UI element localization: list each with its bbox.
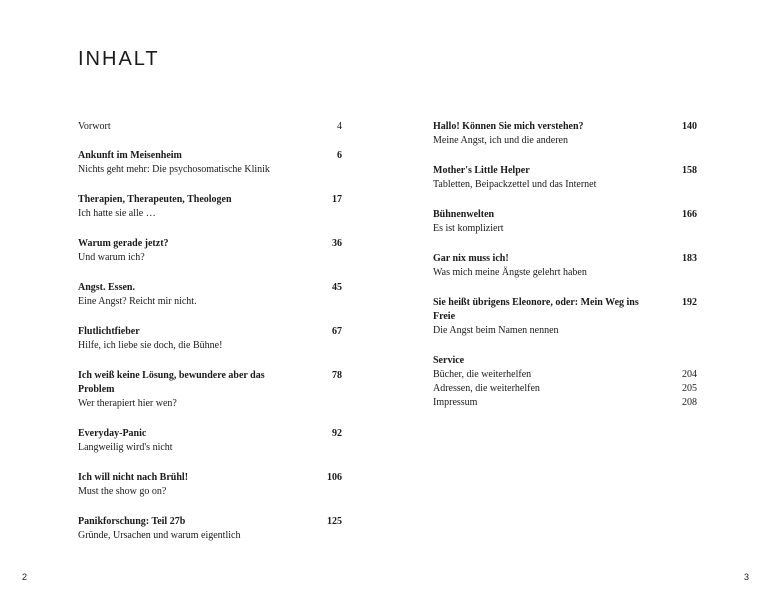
- toc-heading: Angst. Essen.: [78, 282, 135, 293]
- toc-subtitle: Was mich meine Ängste gelehrt haben: [433, 267, 587, 278]
- toc-page-number: 106: [327, 472, 342, 483]
- toc-subtitle: Must the show go on?: [78, 486, 167, 497]
- toc-page-number: 92: [332, 428, 342, 439]
- toc-entry: [433, 296, 697, 338]
- toc-entry: [78, 427, 342, 455]
- toc-page-number: 208: [682, 397, 697, 408]
- list-item: [433, 396, 697, 410]
- toc-entry: [433, 208, 697, 236]
- toc-page-number: 125: [327, 516, 342, 527]
- toc-heading: Gar nix muss ich!: [433, 253, 509, 264]
- toc-heading: Sie heißt übrigens Eleonore, oder: Mein Weg ins Freie: [433, 297, 639, 322]
- toc-page-number: 140: [682, 121, 697, 132]
- toc-heading: Ich weiß keine Lösung, bewundere aber das Problem: [78, 370, 265, 395]
- toc-entry: [78, 515, 342, 543]
- toc-subtitle: Es ist kompliziert: [433, 223, 504, 234]
- toc-entry: [433, 252, 697, 280]
- toc-page-number: 204: [682, 369, 697, 380]
- toc-heading: Panikforschung: Teil 27b: [78, 516, 186, 527]
- toc-entry: [78, 237, 342, 265]
- toc-page-number: 78: [332, 370, 342, 381]
- toc-heading: Bühnenwelten: [433, 209, 495, 220]
- toc-entry: [433, 120, 697, 148]
- toc-heading: Flutlichtfieber: [78, 326, 140, 337]
- toc-entry: [433, 164, 697, 192]
- toc-heading: Warum gerade jetzt?: [78, 238, 169, 249]
- toc-subtitle: Eine Angst? Reicht mir nicht.: [78, 296, 197, 307]
- toc-subtitle: Und warum ich?: [78, 252, 145, 263]
- toc-subtitle: Langweilig wird's nicht: [78, 442, 173, 453]
- list-item: [433, 368, 697, 382]
- toc-page-number: 192: [682, 297, 697, 308]
- toc-entry: [78, 193, 342, 221]
- toc-page-number: 205: [682, 383, 697, 394]
- toc-heading: Therapien, Therapeuten, Theologen: [78, 194, 232, 205]
- toc-heading: Vorwort: [78, 121, 111, 132]
- toc-subtitle: Hilfe, ich liebe sie doch, die Bühne!: [78, 340, 223, 351]
- page-number-right: 3: [744, 572, 750, 582]
- toc-subtitle: Nichts geht mehr: Die psychosomatische Klinik: [78, 164, 270, 175]
- service-list: [433, 368, 697, 410]
- toc-heading: Ankunft im Meisenheim: [78, 150, 182, 161]
- toc-page-number: 67: [332, 326, 342, 337]
- toc-subtitle: Meine Angst, ich und die anderen: [433, 135, 568, 146]
- toc-service-section: [433, 354, 697, 410]
- toc-entry: [78, 325, 342, 353]
- toc-entry: [78, 120, 342, 134]
- toc-page-number: 183: [682, 253, 697, 264]
- service-item-label: Adressen, die weiterhelfen: [433, 383, 540, 394]
- toc-heading: Hallo! Können Sie mich verstehen?: [433, 121, 584, 132]
- toc-entry: [78, 369, 342, 411]
- toc-subtitle: Tabletten, Beipackzettel und das Internet: [433, 179, 597, 190]
- toc-subtitle: Gründe, Ursachen und warum eigentlich: [78, 530, 241, 541]
- toc-heading: Ich will nicht nach Brühl!: [78, 472, 189, 483]
- list-item: [433, 382, 697, 396]
- toc-page-number: 45: [332, 282, 342, 293]
- toc-heading: Mother's Little Helper: [433, 165, 530, 176]
- toc-entry: [78, 471, 342, 499]
- toc-subtitle: Wer therapiert hier wen?: [78, 398, 177, 409]
- toc-subtitle: Die Angst beim Namen nennen: [433, 325, 559, 336]
- toc-left-column: [78, 120, 342, 543]
- toc-entry: [78, 149, 342, 177]
- toc-page-number: 17: [332, 194, 342, 205]
- toc-page-number: 4: [337, 121, 342, 132]
- toc-right-column: [433, 120, 697, 410]
- toc-page-number: 158: [682, 165, 697, 176]
- toc-page-number: 166: [682, 209, 697, 220]
- page-number-left: 2: [22, 572, 28, 582]
- page-title: INHALT: [78, 48, 160, 70]
- toc-page-number: 6: [337, 150, 342, 161]
- toc-heading: Everyday-Panic: [78, 428, 147, 439]
- service-item-label: Impressum: [433, 397, 478, 408]
- toc-subtitle: Ich hatte sie alle …: [78, 208, 156, 219]
- toc-entry: [78, 281, 342, 309]
- toc-page-number: 36: [332, 238, 342, 249]
- toc-heading: Service: [433, 355, 465, 366]
- service-item-label: Bücher, die weiterhelfen: [433, 369, 532, 380]
